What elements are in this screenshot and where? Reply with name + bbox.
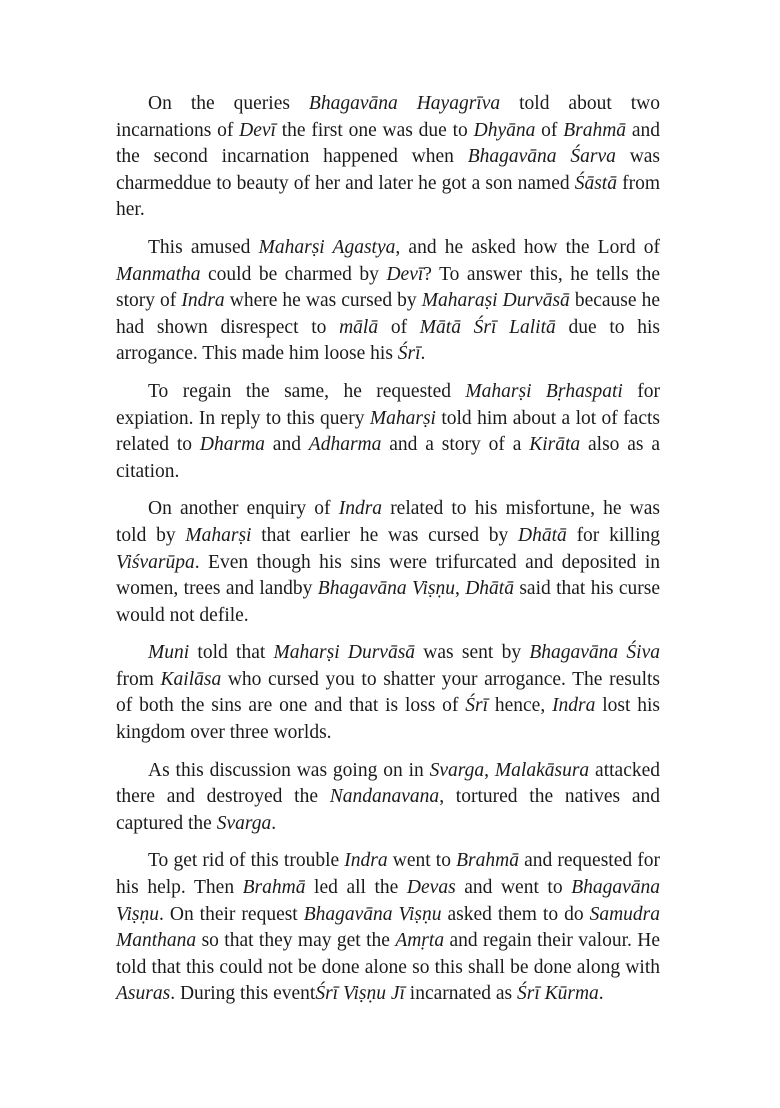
text-run: told him about a lot of facts related to <box>116 407 660 456</box>
text-run: for killing <box>566 524 660 546</box>
italic-term: Dhātā <box>518 524 567 546</box>
italic-term: Mātā Śrī Lalitā <box>419 316 556 338</box>
text-run: where he was cursed by <box>224 290 422 312</box>
italic-term: Svarga <box>216 812 272 834</box>
text-run: , <box>484 759 495 781</box>
italic-term: Indra <box>181 290 225 312</box>
text-run: . On their request <box>158 903 304 925</box>
italic-term: Maharṣi Durvāsā <box>273 642 416 664</box>
italic-term: Adharma <box>308 434 382 456</box>
text-run: lost his kingdom over three worlds. <box>116 695 661 744</box>
text-run: was charmeddue to beauty of her and later he got a son named <box>116 146 661 194</box>
paragraph <box>116 848 660 1008</box>
text-run: . <box>598 983 604 1005</box>
text-run: was sent by <box>415 642 530 664</box>
italic-term: Śrī <box>465 695 489 717</box>
text-run: could be charmed by <box>200 263 387 285</box>
italic-term: Kirāta <box>529 434 581 456</box>
text-run: To get rid of this trouble <box>148 850 345 872</box>
italic-term: Maharṣi Bṛhaspati <box>465 380 623 402</box>
italic-term: Nandanavana <box>329 786 440 808</box>
italic-term: Śrī <box>397 343 421 365</box>
text-run: and requested for his help. Then <box>116 850 660 899</box>
italic-term: Samudra Manthana <box>116 903 660 952</box>
text-run: . <box>271 812 277 834</box>
text-run: . Even though his sins were trifurcated and deposited in women, trees and landby <box>116 551 660 600</box>
italic-term: mālā <box>339 316 379 338</box>
italic-term: Bhagavāna Viṣṇu <box>116 877 661 925</box>
italic-term: Viśvarūpa <box>116 551 195 573</box>
italic-term: Dhyāna <box>473 119 536 141</box>
text-run: As this discussion was going on in <box>148 759 430 781</box>
text-run: because he had shown disrespect to <box>116 290 661 338</box>
text-run: and <box>264 434 309 456</box>
text-run: the first one was due to <box>275 119 474 141</box>
italic-term: Maharaṣi Durvāsā <box>421 290 570 312</box>
italic-term: Asuras <box>116 983 171 1005</box>
italic-term: Maharṣi <box>369 407 436 429</box>
italic-term: Indra <box>552 695 596 717</box>
italic-term: Bhagavāna Śiva <box>529 642 660 664</box>
italic-term: Malakāsura <box>494 759 590 781</box>
italic-term: Bhagavāna Viṣṇu <box>303 903 442 925</box>
paragraph <box>116 91 660 224</box>
text-run: due to his arrogance. This made him loose his <box>116 316 660 365</box>
paragraph <box>116 758 660 838</box>
italic-term: Bhagavāna Viṣṇu <box>317 578 455 600</box>
text-run: , <box>454 578 466 600</box>
text-run: who cursed you to shatter your arrogance. The results of both the sins are one and that is loss of <box>116 668 660 717</box>
italic-term: Brahmā <box>563 119 627 141</box>
text-run: and went to <box>455 877 572 899</box>
paragraph <box>116 379 660 485</box>
text-run: This amused <box>148 236 259 258</box>
text-run: for expiation. In reply to this query <box>116 380 660 429</box>
text-run: and the second incarnation happened when <box>116 119 661 168</box>
italic-term: Svarga <box>429 759 485 781</box>
text-run: . <box>420 343 426 365</box>
text-run: led all the <box>305 877 407 899</box>
text-run: from her. <box>116 172 660 221</box>
italic-term: Brahmā <box>456 850 519 872</box>
page-body <box>116 91 660 1019</box>
italic-term: Brahmā <box>242 877 306 899</box>
text-run: , and he asked how the Lord of <box>395 236 661 258</box>
italic-term: Devī <box>239 119 276 141</box>
text-run: of <box>535 119 564 141</box>
italic-term: Śrī Kūrma <box>516 983 599 1005</box>
text-run: asked them to do <box>441 903 590 925</box>
italic-term: Bhagavāna Hayagrīva <box>308 93 501 114</box>
text-run: said that his curse would not defile. <box>116 578 660 626</box>
text-run: and a story of a <box>381 434 530 456</box>
text-run: ? To answer this, he tells the story of <box>116 263 661 312</box>
text-run: . During this event <box>170 983 316 1005</box>
italic-term: Maharṣi <box>185 524 252 546</box>
italic-term: Devī <box>386 263 424 285</box>
text-run: so that they may get the <box>196 930 396 952</box>
text-run: of <box>378 316 420 338</box>
paragraph <box>116 235 660 368</box>
text-run: told that <box>189 642 274 664</box>
italic-term: Muni <box>148 642 190 664</box>
text-run: from <box>116 668 161 690</box>
italic-term: Indra <box>338 498 383 520</box>
italic-term: Amṛta <box>395 930 445 952</box>
italic-term: Maharṣi Agastya <box>258 236 396 258</box>
italic-term: Dharma <box>199 434 265 456</box>
italic-term: Dhātā <box>465 578 514 600</box>
text-run: To regain the same, he requested <box>148 380 466 402</box>
italic-term: Manmatha <box>116 263 201 285</box>
italic-term: Indra <box>344 850 388 872</box>
text-run: and regain their valour. He told that this could not be done alone so this shall be done along with <box>116 930 660 978</box>
text-run: also as a citation. <box>116 434 661 482</box>
text-run: On the queries <box>148 93 309 114</box>
text-run: went to <box>387 850 457 872</box>
italic-term: Kailāsa <box>160 668 222 690</box>
text-run: related to his misfortune, he was told by <box>116 498 660 546</box>
italic-term: Devas <box>406 877 456 899</box>
text-run: that earlier he was cursed by <box>251 524 519 546</box>
text-run: hence, <box>488 695 553 717</box>
text-run: told about two incarnations of <box>116 93 660 141</box>
paragraph <box>116 496 660 629</box>
italic-term: Śāstā <box>574 172 617 194</box>
italic-term: Śrī Viṣṇu Jī <box>315 983 405 1005</box>
text-run: On another enquiry of <box>148 498 339 520</box>
italic-term: Bhagavāna Śarva <box>467 146 616 168</box>
text-run: incarnated as <box>404 983 517 1005</box>
text-run: , tortured the natives and captured the <box>116 786 660 834</box>
paragraph <box>116 640 660 746</box>
text-run: attacked there and destroyed the <box>116 759 661 808</box>
